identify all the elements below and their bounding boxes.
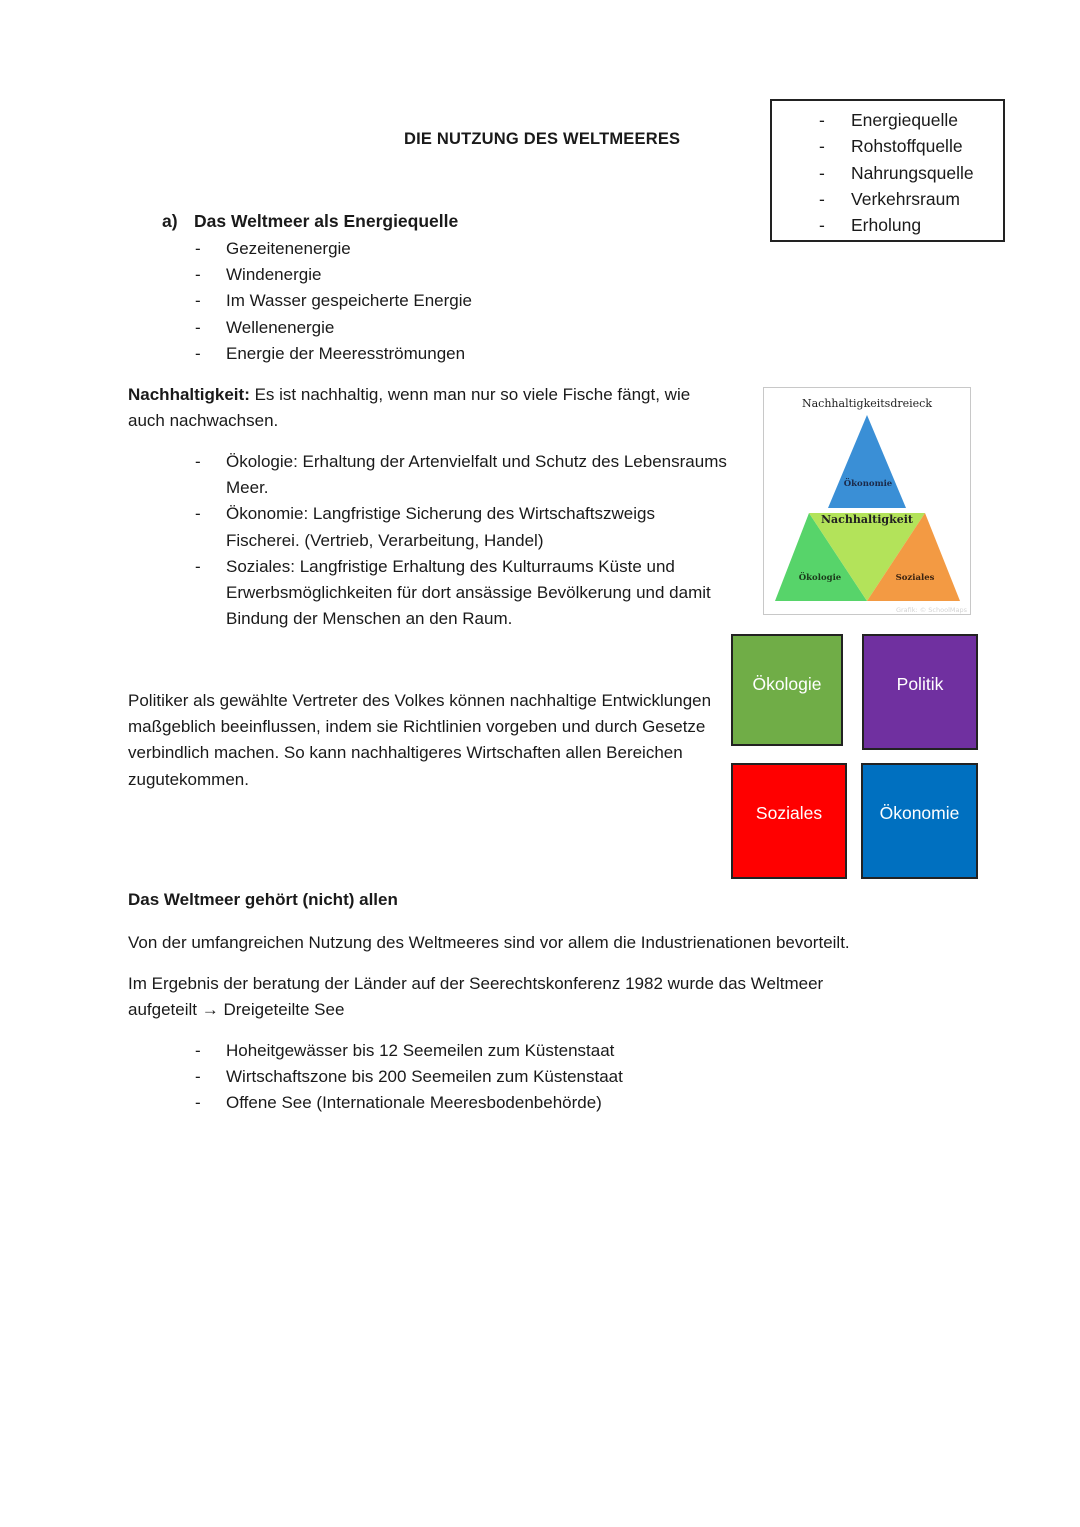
sustainability-list (128, 449, 728, 632)
list-item: - Verkehrsraum (819, 188, 960, 209)
list-item: - Ökonomie: Langfristige Sicherung des Wirtschaftszweigs Fischerei. (Vertrieb, Verarbeitung, Handel) (195, 504, 655, 550)
list-item: - Ökologie: Erhaltung der Artenvielfalt und Schutz des Lebensraums Meer. (195, 452, 727, 498)
triangle-left-label: Ökologie (798, 573, 842, 583)
triangle-credit: Grafik: © SchoolMaps (895, 606, 967, 614)
triangle-graphic (764, 388, 970, 614)
tile-politik: Politik (862, 634, 978, 750)
list-item: - Soziales: Langfristige Erhaltung des Kulturraums Küste und Erwerbsmöglichkeiten für dort ansässige Bevölkerung und damit Bindung der Menschen an den Raum. (195, 556, 711, 629)
sustainability-triangle (763, 387, 971, 615)
list-item: - Nahrungsquelle (819, 162, 974, 183)
triangle-top-segment (828, 415, 906, 508)
list-item: - Im Wasser gespeicherte Energie (195, 291, 472, 311)
list-item: - Energie der Meeresströmungen (195, 343, 466, 363)
list-item: - Windenergie (195, 265, 322, 285)
list-item: - Offene See (Internationale Meeresbodenbehörde) (195, 1093, 602, 1113)
triangle-right-label: Soziales (895, 573, 935, 583)
list-item: - Rohstoffquelle (819, 136, 963, 157)
section-a-label: a) (162, 211, 178, 231)
triangle-center-label: Nachhaltigkeit (820, 513, 914, 526)
list-item: - Wirtschaftszone bis 200 Seemeilen zum Küstenstaat (195, 1067, 623, 1087)
tile-oekonomie: Ökonomie (861, 763, 978, 879)
usage-box (770, 99, 1005, 242)
list-item: - Hoheitgewässer bis 12 Seemeilen zum Küstenstaat (195, 1041, 615, 1060)
list-item: - Gezeitenenergie (195, 239, 351, 258)
triangle-title: Nachhaltigkeitsdreieck (802, 397, 932, 410)
politics-paragraph: Politiker als gewählte Vertreter des Volkes können nachhaltige Entwicklungen maßgeblich beeinflussen, indem sie Richtlinien vorgeben und durch Gesetze verbindlich machen. So kann nachhaltigeres Wirtschaften allen Bereichen zugutekommen. (128, 691, 712, 789)
page-title: DIE NUTZUNG DES WELTMEERES (404, 130, 681, 148)
sustainability-term: Nachhaltigkeit: (128, 385, 250, 404)
tile-oekologie: Ökologie (731, 634, 843, 746)
tile-soziales: Soziales (731, 763, 847, 879)
energy-list (128, 236, 748, 367)
sea-paragraph-1: Von der umfangreichen Nutzung des Weltmeeres sind vor allem die Industrienationen bevorteilt. (128, 933, 850, 952)
sea-section-heading: Das Weltmeer gehört (nicht) allen (128, 890, 398, 909)
sustainability-definition: Nachhaltigkeit: Es ist nachhaltig, wenn man nur so viele Fische fängt, wie auch nachwachsen. (128, 385, 691, 431)
sea-zones-list (128, 1038, 828, 1117)
list-item: - Erholung (819, 215, 922, 236)
list-item: - Energiequelle (819, 110, 959, 130)
section-a-heading (162, 211, 458, 232)
triangle-top-label: Ökonomie (843, 479, 893, 489)
usage-list (772, 101, 1003, 238)
section-a-title: Das Weltmeer als Energiequelle (194, 211, 459, 231)
list-item: - Wellenenergie (195, 317, 335, 337)
sea-paragraph-2: Im Ergebnis der beratung der Länder auf der Seerechtskonferenz 1982 wurde das Weltmeer aufgeteilt → Dreigeteilte See (128, 974, 824, 1020)
